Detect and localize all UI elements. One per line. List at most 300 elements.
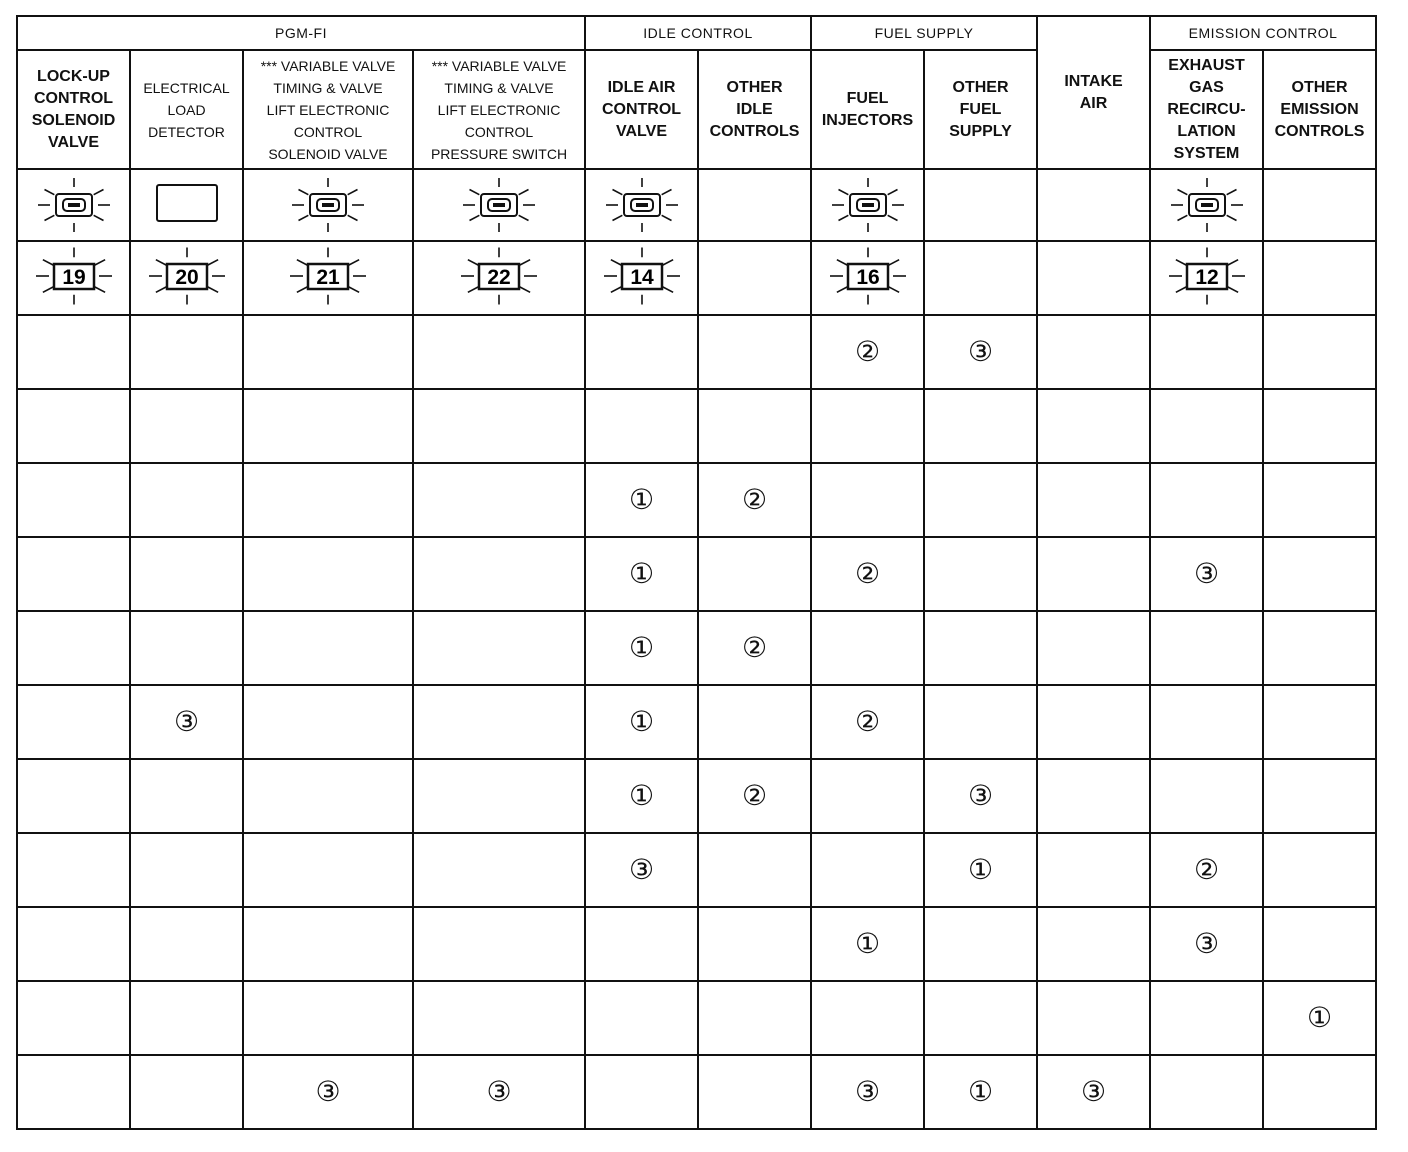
code-cell — [698, 241, 811, 315]
priority-mark: ③ — [854, 1075, 881, 1108]
mil-cell — [130, 169, 243, 241]
group-fuel-supply: FUEL SUPPLY — [811, 16, 1037, 50]
glow-ray — [299, 215, 309, 220]
priority-mark: ② — [741, 483, 768, 516]
priority-cell — [585, 1055, 698, 1129]
glow-ray — [662, 259, 673, 265]
glow-ray — [610, 286, 621, 292]
priority-cell — [1037, 611, 1150, 685]
priority-cell — [924, 389, 1037, 463]
priority-cell — [243, 463, 413, 537]
column-header-row — [17, 50, 1376, 169]
priority-cell — [1263, 463, 1376, 537]
priority-cell — [243, 611, 413, 685]
priority-cell — [924, 315, 1037, 389]
column-header — [17, 50, 130, 169]
column-header-line: VALVE — [48, 133, 99, 151]
priority-mark: ② — [854, 335, 881, 368]
priority-cell — [698, 537, 811, 611]
column-header-line: FUEL — [959, 100, 1002, 118]
glow-ray — [348, 190, 358, 195]
priority-mark: ① — [967, 1075, 994, 1108]
priority-mark: ② — [741, 779, 768, 812]
group-pgmfi: PGM-FI — [17, 16, 585, 50]
priority-cell — [1263, 833, 1376, 907]
glow-ray — [612, 215, 622, 220]
priority-mark: ③ — [1080, 1075, 1107, 1108]
check-engine-icon — [826, 177, 910, 233]
glow-ray — [519, 259, 530, 265]
priority-cell — [17, 463, 130, 537]
priority-cell — [17, 389, 130, 463]
code-cell — [17, 241, 130, 315]
column-header-line: IDLE AIR — [607, 78, 676, 96]
column-header-line: ELECTRICAL — [143, 79, 230, 96]
priority-cell — [1263, 981, 1376, 1055]
priority-cell — [1263, 759, 1376, 833]
indicator-off-icon — [156, 184, 218, 222]
blink-code-icon — [451, 247, 547, 305]
column-header — [924, 50, 1037, 169]
code-cell — [1150, 241, 1263, 315]
priority-cell — [17, 537, 130, 611]
priority-cell — [1150, 389, 1263, 463]
priority-cell — [1037, 1055, 1150, 1129]
glow-ray — [44, 190, 54, 195]
priority-mark: ② — [854, 557, 881, 590]
column-header-line: LATION — [1177, 122, 1236, 140]
troubleshooting-table — [16, 15, 1377, 1130]
column-header-line: CONTROLS — [1274, 122, 1365, 140]
priority-cell — [698, 1055, 811, 1129]
glow-ray — [348, 215, 358, 220]
check-engine-icon — [1165, 177, 1249, 233]
priority-cell — [811, 315, 924, 389]
priority-cell — [130, 907, 243, 981]
priority-cell — [1037, 537, 1150, 611]
glow-ray — [888, 259, 899, 265]
mil-cell — [924, 169, 1037, 241]
glow-ray — [93, 190, 103, 195]
table-row — [17, 1055, 1376, 1129]
column-header — [585, 50, 698, 169]
priority-cell — [17, 315, 130, 389]
code-cell — [1263, 241, 1376, 315]
priority-cell — [1037, 833, 1150, 907]
priority-mark: ② — [741, 631, 768, 664]
table-row — [17, 537, 1376, 611]
priority-cell — [130, 981, 243, 1055]
priority-cell — [585, 463, 698, 537]
mil-cell — [1263, 169, 1376, 241]
glow-ray — [519, 286, 530, 292]
priority-cell — [413, 389, 585, 463]
code-cell — [811, 241, 924, 315]
priority-mark: ③ — [967, 779, 994, 812]
column-header-line: CONTROL — [33, 89, 114, 107]
table-row — [17, 759, 1376, 833]
blink-code-icon — [26, 247, 122, 305]
glow-ray — [207, 259, 218, 265]
glow-ray — [888, 286, 899, 292]
priority-cell — [130, 315, 243, 389]
priority-cell — [1037, 685, 1150, 759]
priority-cell — [243, 1055, 413, 1129]
glow-ray — [610, 259, 621, 265]
glow-ray — [94, 286, 105, 292]
priority-cell — [1037, 315, 1150, 389]
code-cell — [243, 241, 413, 315]
column-header — [1037, 16, 1150, 169]
priority-cell — [585, 759, 698, 833]
blink-code-icon — [139, 247, 235, 305]
priority-cell — [811, 981, 924, 1055]
column-header-line: OTHER — [726, 78, 783, 96]
column-header-line: IDLE — [736, 100, 773, 118]
blink-code-number: 14 — [629, 265, 654, 289]
check-engine-icon — [600, 177, 684, 233]
priority-cell — [1150, 537, 1263, 611]
glow-ray — [297, 259, 308, 265]
group-emission-control: EMISSION CONTROL — [1150, 16, 1376, 50]
priority-cell — [130, 537, 243, 611]
mil-cell — [698, 169, 811, 241]
priority-mark: ① — [628, 779, 655, 812]
priority-cell — [698, 833, 811, 907]
priority-cell — [811, 685, 924, 759]
column-header — [1263, 50, 1376, 169]
glow-ray — [661, 190, 671, 195]
priority-cell — [924, 981, 1037, 1055]
column-header — [811, 50, 924, 169]
column-header-line: LIFT ELECTRONIC — [437, 101, 561, 118]
glow-ray — [612, 190, 622, 195]
priority-cell — [413, 685, 585, 759]
priority-cell — [698, 981, 811, 1055]
priority-mark: ① — [628, 631, 655, 664]
priority-mark: ① — [628, 483, 655, 516]
table-row — [17, 685, 1376, 759]
column-header — [698, 50, 811, 169]
table-row — [17, 463, 1376, 537]
priority-cell — [924, 537, 1037, 611]
priority-cell — [17, 981, 130, 1055]
glow-ray — [838, 215, 848, 220]
priority-cell — [1263, 611, 1376, 685]
priority-cell — [17, 685, 130, 759]
priority-cell — [698, 907, 811, 981]
priority-mark: ① — [628, 557, 655, 590]
blink-code-number: 19 — [61, 265, 86, 289]
priority-cell — [585, 907, 698, 981]
glow-ray — [887, 215, 897, 220]
priority-cell — [585, 315, 698, 389]
code-cell — [924, 241, 1037, 315]
blink-code-number: 21 — [316, 265, 340, 289]
priority-cell — [17, 1055, 130, 1129]
blink-code-icon — [1159, 247, 1255, 305]
blink-code-number: 22 — [487, 265, 511, 289]
column-header-line: CONTROLS — [709, 122, 800, 140]
priority-cell — [924, 833, 1037, 907]
table-row — [17, 389, 1376, 463]
table-row — [17, 981, 1376, 1055]
priority-cell — [243, 981, 413, 1055]
glow-ray — [836, 286, 847, 292]
priority-cell — [1150, 315, 1263, 389]
priority-cell — [17, 907, 130, 981]
column-header-line: FUEL — [846, 89, 889, 107]
priority-cell — [1150, 1055, 1263, 1129]
priority-cell — [1150, 685, 1263, 759]
priority-mark: ② — [854, 705, 881, 738]
priority-cell — [698, 389, 811, 463]
priority-cell — [243, 833, 413, 907]
priority-cell — [698, 463, 811, 537]
code-cell — [1037, 241, 1150, 315]
priority-cell — [1150, 759, 1263, 833]
column-header-line: LIFT ELECTRONIC — [266, 101, 390, 118]
mil-cell — [1150, 169, 1263, 241]
glow-ray — [42, 286, 53, 292]
priority-mark: ① — [1306, 1001, 1333, 1034]
mil-cell — [413, 169, 585, 241]
glow-ray — [297, 286, 308, 292]
glow-ray — [1226, 190, 1236, 195]
priority-cell — [811, 759, 924, 833]
priority-cell — [243, 315, 413, 389]
mil-cell — [811, 169, 924, 241]
priority-cell — [698, 611, 811, 685]
priority-cell — [585, 537, 698, 611]
priority-mark: ③ — [173, 705, 200, 738]
glow-ray — [662, 286, 673, 292]
priority-cell — [243, 907, 413, 981]
blink-code-row — [17, 241, 1376, 315]
priority-cell — [698, 685, 811, 759]
priority-cell — [1037, 759, 1150, 833]
priority-cell — [585, 981, 698, 1055]
mil-cell — [1037, 169, 1150, 241]
table-row — [17, 611, 1376, 685]
priority-cell — [698, 315, 811, 389]
column-header-line: LOCK-UP — [37, 67, 110, 85]
column-header-line: CONTROL — [293, 123, 363, 140]
glow-ray — [470, 215, 480, 220]
glow-ray — [838, 190, 848, 195]
priority-mark: ③ — [628, 853, 655, 886]
glow-ray — [348, 286, 359, 292]
priority-cell — [1150, 611, 1263, 685]
priority-cell — [1263, 685, 1376, 759]
glow-ray — [299, 190, 309, 195]
group-idle-control: IDLE CONTROL — [585, 16, 811, 50]
priority-cell — [1263, 389, 1376, 463]
priority-cell — [243, 759, 413, 833]
code-cell — [585, 241, 698, 315]
priority-cell — [413, 611, 585, 685]
priority-cell — [1150, 463, 1263, 537]
priority-cell — [413, 1055, 585, 1129]
glow-ray — [1226, 215, 1236, 220]
column-header-line: RECIRCU- — [1167, 100, 1246, 118]
priority-mark: ③ — [1193, 557, 1220, 590]
column-header-line: LOAD — [167, 101, 206, 118]
priority-cell — [811, 1055, 924, 1129]
priority-cell — [811, 611, 924, 685]
glow-ray — [155, 286, 166, 292]
table-row — [17, 907, 1376, 981]
priority-cell — [811, 463, 924, 537]
column-header-line: SOLENOID — [31, 111, 116, 129]
priority-cell — [698, 759, 811, 833]
glow-ray — [1175, 286, 1186, 292]
column-header — [243, 50, 413, 169]
column-header-line: INJECTORS — [821, 111, 914, 129]
glow-ray — [836, 259, 847, 265]
priority-cell — [1037, 463, 1150, 537]
glow-ray — [1177, 190, 1187, 195]
group-header-row — [17, 16, 1376, 50]
priority-cell — [924, 907, 1037, 981]
priority-cell — [243, 537, 413, 611]
glow-ray — [468, 259, 479, 265]
glow-ray — [42, 259, 53, 265]
code-cell — [413, 241, 585, 315]
column-header-line: VALVE — [616, 122, 667, 140]
priority-cell — [811, 389, 924, 463]
priority-cell — [1037, 981, 1150, 1055]
priority-cell — [1150, 981, 1263, 1055]
column-header-line: EMISSION — [1280, 100, 1359, 118]
priority-cell — [811, 833, 924, 907]
column-header-line: TIMING & VALVE — [444, 79, 554, 96]
priority-cell — [17, 611, 130, 685]
priority-mark: ③ — [315, 1075, 341, 1108]
priority-cell — [1263, 315, 1376, 389]
priority-mark: ③ — [1193, 927, 1220, 960]
glow-ray — [1227, 259, 1238, 265]
table-row — [17, 315, 1376, 389]
priority-cell — [413, 833, 585, 907]
priority-cell — [1150, 833, 1263, 907]
column-header-line: OTHER — [952, 78, 1009, 96]
priority-cell — [924, 611, 1037, 685]
column-header-line: *** VARIABLE VALVE — [260, 57, 396, 74]
glow-ray — [93, 215, 103, 220]
priority-cell — [130, 833, 243, 907]
blink-code-icon — [280, 247, 376, 305]
column-header — [1150, 50, 1263, 169]
priority-cell — [1263, 1055, 1376, 1129]
blink-code-icon — [820, 247, 916, 305]
column-header-line: EXHAUST — [1168, 56, 1245, 74]
priority-mark: ③ — [967, 335, 994, 368]
glow-ray — [44, 215, 54, 220]
priority-cell — [243, 389, 413, 463]
priority-cell — [1263, 537, 1376, 611]
check-engine-icon — [32, 177, 116, 233]
column-header-line: AIR — [1079, 94, 1108, 112]
priority-cell — [130, 759, 243, 833]
glow-ray — [348, 259, 359, 265]
priority-cell — [130, 463, 243, 537]
mil-indicator-row — [17, 169, 1376, 241]
blink-code-number: 20 — [174, 265, 199, 289]
column-header-line: SOLENOID VALVE — [268, 145, 388, 162]
priority-cell — [924, 685, 1037, 759]
glow-ray — [661, 215, 671, 220]
glow-ray — [207, 286, 218, 292]
priority-cell — [811, 907, 924, 981]
check-engine-icon — [286, 177, 370, 233]
blink-code-number: 12 — [1194, 265, 1219, 289]
column-header-line: *** VARIABLE VALVE — [431, 57, 567, 74]
column-header-line: OTHER — [1291, 78, 1348, 96]
priority-cell — [585, 389, 698, 463]
glow-ray — [519, 215, 529, 220]
priority-cell — [413, 463, 585, 537]
glow-ray — [1175, 259, 1186, 265]
mil-cell — [17, 169, 130, 241]
column-header-line: CONTROL — [601, 100, 682, 118]
glow-ray — [94, 259, 105, 265]
priority-cell — [413, 759, 585, 833]
priority-mark: ① — [967, 853, 994, 886]
table-row — [17, 833, 1376, 907]
column-header-line: SUPPLY — [949, 122, 1012, 140]
code-cell — [130, 241, 243, 315]
priority-cell — [413, 907, 585, 981]
priority-cell — [1150, 907, 1263, 981]
priority-cell — [585, 833, 698, 907]
priority-cell — [811, 537, 924, 611]
column-header-line: SYSTEM — [1173, 144, 1240, 162]
mil-cell — [243, 169, 413, 241]
priority-mark: ③ — [486, 1075, 512, 1108]
glow-ray — [887, 190, 897, 195]
priority-cell — [17, 759, 130, 833]
priority-cell — [130, 611, 243, 685]
blink-code-number: 16 — [855, 265, 880, 289]
glow-ray — [470, 190, 480, 195]
priority-mark: ② — [1193, 853, 1220, 886]
priority-cell — [130, 389, 243, 463]
priority-cell — [130, 685, 243, 759]
priority-cell — [585, 611, 698, 685]
priority-cell — [17, 833, 130, 907]
column-header-line: GAS — [1189, 78, 1224, 96]
glow-ray — [155, 259, 166, 265]
column-header-line: TIMING & VALVE — [273, 79, 383, 96]
glow-ray — [519, 190, 529, 195]
glow-ray — [468, 286, 479, 292]
priority-cell — [1263, 907, 1376, 981]
column-header-line: PRESSURE SWITCH — [430, 145, 568, 162]
priority-cell — [1037, 907, 1150, 981]
column-header-line: DETECTOR — [148, 123, 225, 140]
column-header-line: CONTROL — [464, 123, 534, 140]
priority-cell — [130, 1055, 243, 1129]
check-engine-icon — [457, 177, 541, 233]
priority-cell — [243, 685, 413, 759]
mil-cell — [585, 169, 698, 241]
column-header-line: INTAKE — [1064, 72, 1123, 90]
priority-cell — [585, 685, 698, 759]
priority-cell — [413, 315, 585, 389]
priority-cell — [924, 759, 1037, 833]
priority-cell — [413, 537, 585, 611]
